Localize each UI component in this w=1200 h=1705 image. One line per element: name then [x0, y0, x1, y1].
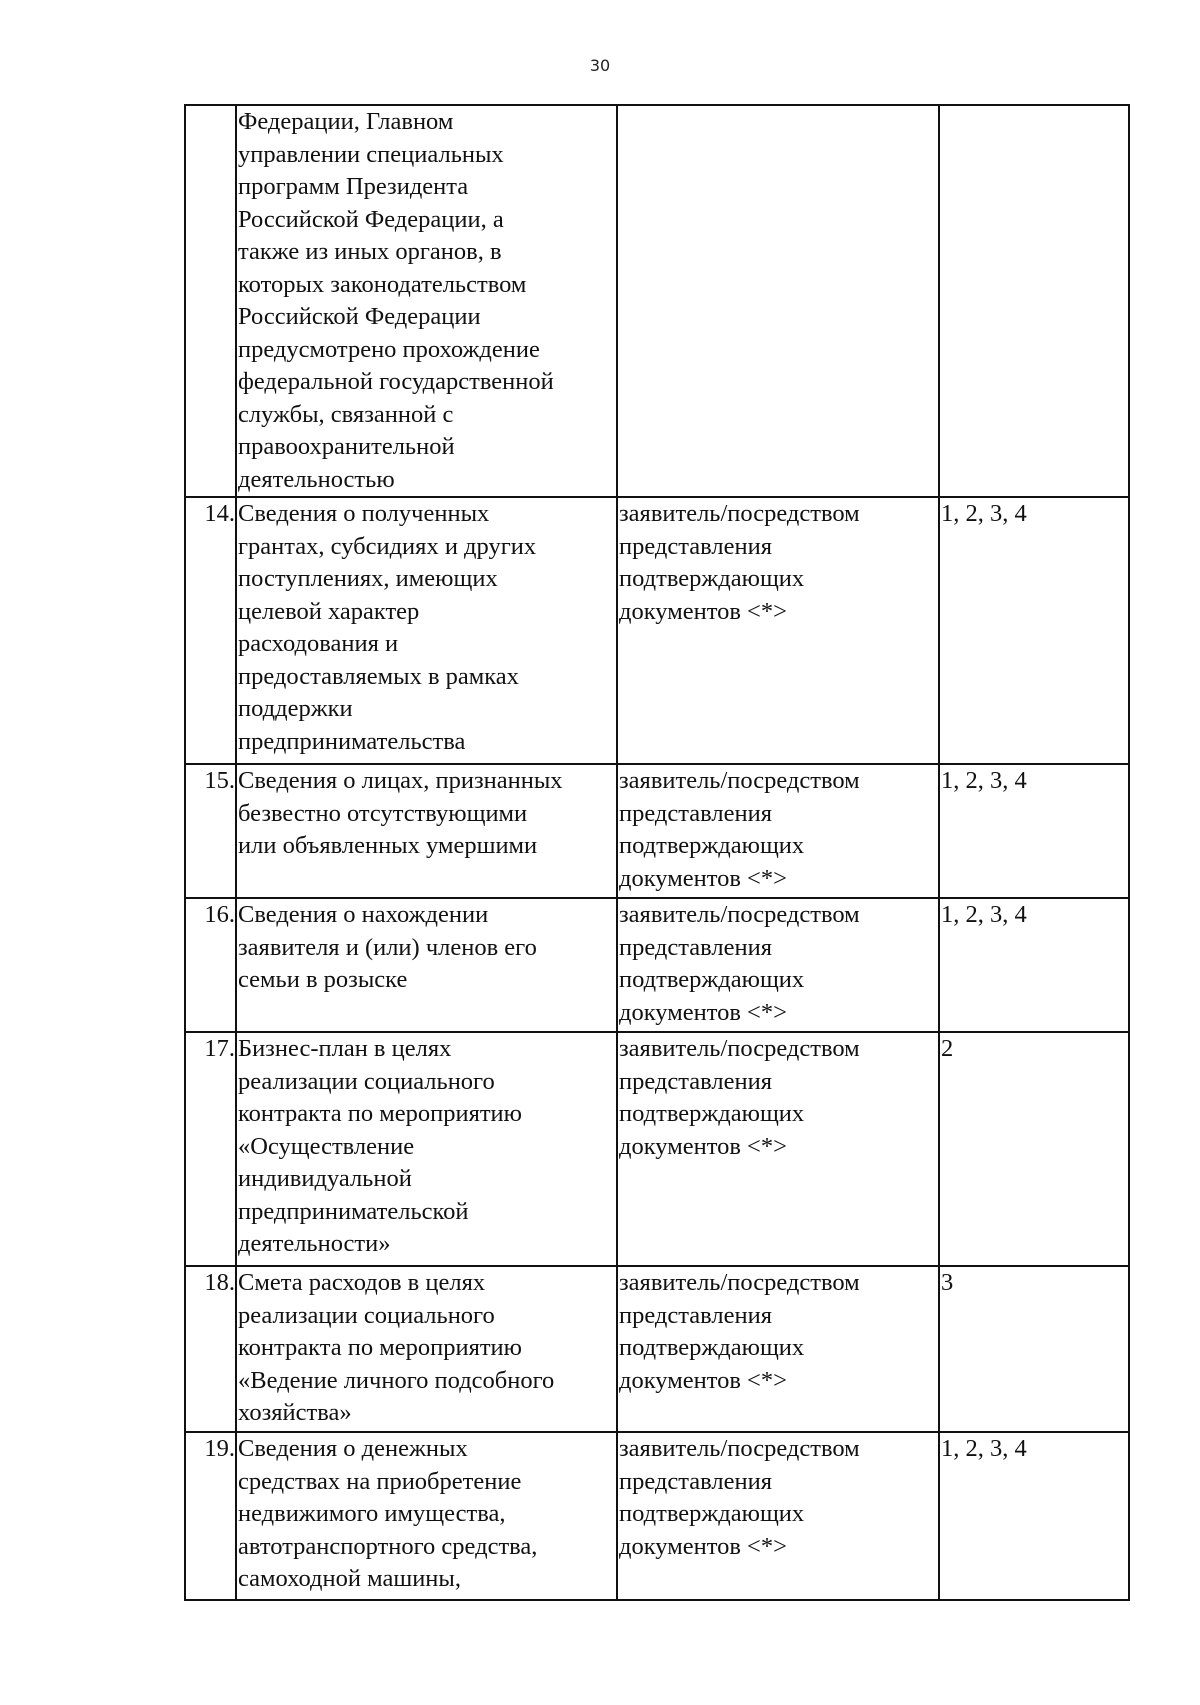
row-source: заявитель/посредством представления подтверждающих документов <*> [617, 898, 939, 1032]
table-row [185, 764, 1129, 898]
row-categories: 2 [939, 1032, 1129, 1266]
row-description: Сведения о нахождении заявителя и (или) членов его семьи в розыске [236, 898, 617, 1032]
row-number [185, 105, 236, 497]
page-number: 30 [589, 56, 611, 75]
row-source [617, 105, 939, 497]
row-categories [939, 105, 1129, 497]
table-row [185, 1266, 1129, 1432]
row-categories: 1, 2, 3, 4 [939, 497, 1129, 764]
table-row [185, 1032, 1129, 1266]
row-number: 18. [185, 1266, 236, 1432]
row-number: 14. [185, 497, 236, 764]
row-number: 16. [185, 898, 236, 1032]
row-source: заявитель/посредством представления подтверждающих документов <*> [617, 1266, 939, 1432]
row-number: 17. [185, 1032, 236, 1266]
row-description: Сведения о лицах, признанных безвестно отсутствующими или объявленных умершими [236, 764, 617, 898]
table-row [185, 105, 1129, 497]
documents-table [184, 104, 1130, 1601]
row-categories: 3 [939, 1266, 1129, 1432]
row-description: Бизнес-план в целях реализации социального контракта по мероприятию «Осуществление индивидуальной предпринимательской деятельности» [236, 1032, 617, 1266]
row-source: заявитель/посредством представления подтверждающих документов <*> [617, 497, 939, 764]
row-categories: 1, 2, 3, 4 [939, 764, 1129, 898]
row-description: Смета расходов в целях реализации социального контракта по мероприятию «Ведение личного подсобного хозяйства» [236, 1266, 617, 1432]
table-row [185, 898, 1129, 1032]
row-description: Сведения о полученных грантах, субсидиях и других поступлениях, имеющих целевой характер расходования и предоставляемых в рамках поддержки предпринимательства [236, 497, 617, 764]
row-categories: 1, 2, 3, 4 [939, 898, 1129, 1032]
row-source: заявитель/посредством представления подтверждающих документов <*> [617, 1432, 939, 1600]
row-source: заявитель/посредством представления подтверждающих документов <*> [617, 1032, 939, 1266]
row-categories: 1, 2, 3, 4 [939, 1432, 1129, 1600]
table-row [185, 497, 1129, 764]
row-description: Федерации, Главном управлении специальных программ Президента Российской Федерации, а также из иных органов, в которых законодательством Российской Федерации предусмотрено прохождение федеральной государственной службы, связанной с правоохранительной деятельностью [236, 105, 617, 497]
row-description: Сведения о денежных средствах на приобретение недвижимого имущества, автотранспортного средства, самоходной машины, [236, 1432, 617, 1600]
row-source: заявитель/посредством представления подтверждающих документов <*> [617, 764, 939, 898]
table-row [185, 1432, 1129, 1600]
row-number: 19. [185, 1432, 236, 1600]
row-number: 15. [185, 764, 236, 898]
